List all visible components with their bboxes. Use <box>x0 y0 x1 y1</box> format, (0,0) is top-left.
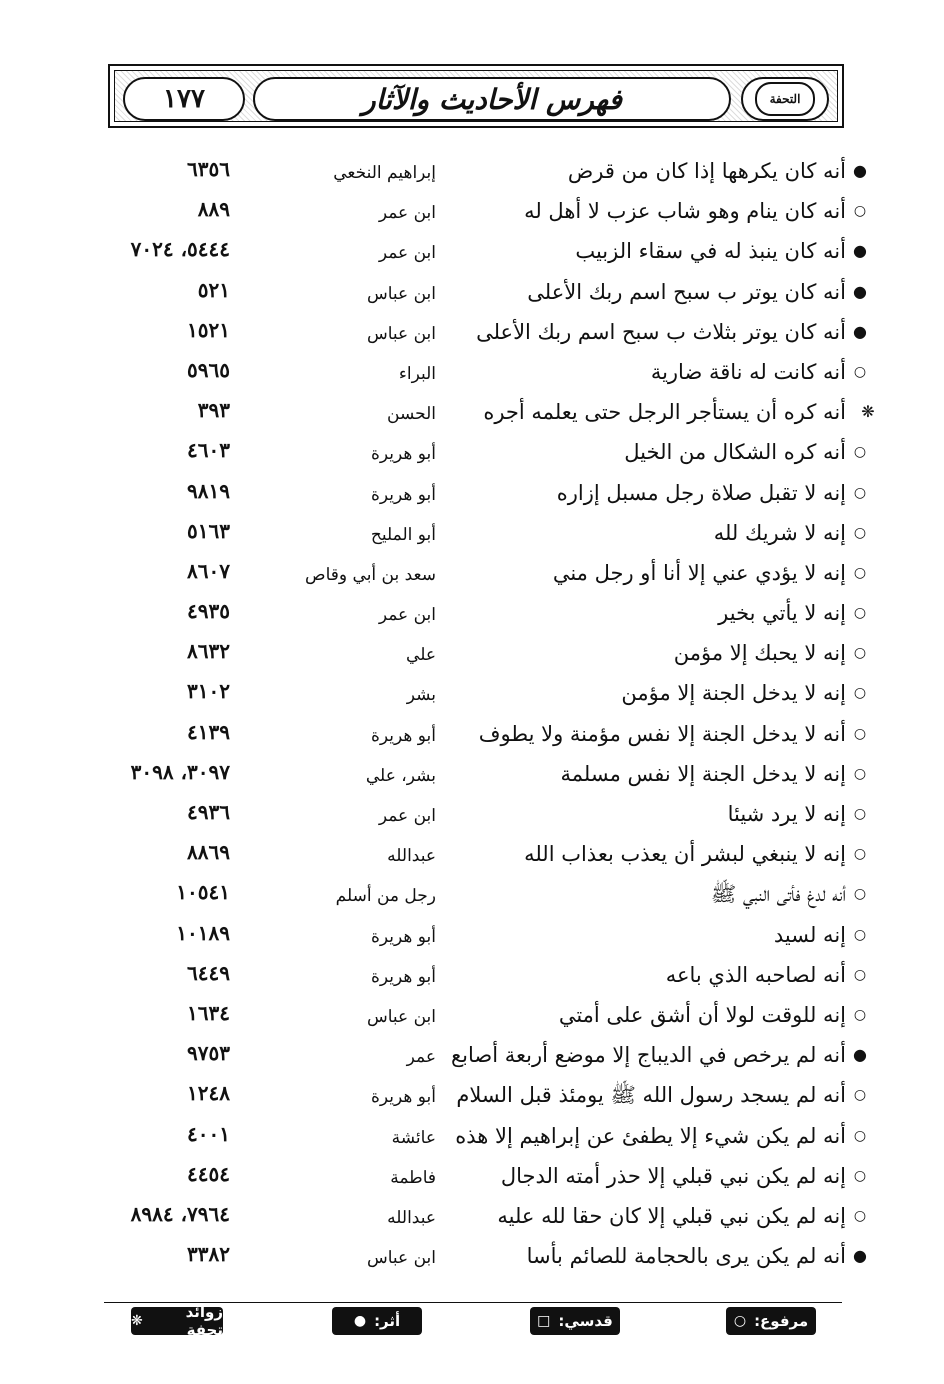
hadith-incipit: أنه كانت له ناقة ضارية <box>650 359 846 384</box>
hadith-numbers: ٨٨٦٩ <box>187 840 230 865</box>
page-number-cartouche <box>123 77 245 121</box>
hollow-circle-icon: ○ <box>853 806 867 822</box>
hadith-incipit: أنه لم يرخص في الديباج إلا موضع أربعة أصابع <box>450 1043 846 1068</box>
index-entry <box>100 353 870 393</box>
narrator-name: أبو هريرة <box>370 1087 436 1108</box>
logo-text: التحفة <box>769 92 801 106</box>
legend-athar <box>332 1307 422 1335</box>
hadith-incipit: إنه لا يدخل الجنة إلا نفس مسلمة <box>560 761 846 786</box>
index-entry <box>100 835 870 875</box>
hadith-incipit: أنه لدغ فأتى النبي ﷺ <box>710 882 846 907</box>
narrator-name: رجل من أسلم <box>335 886 436 907</box>
hadith-numbers: ٤١٣٩ <box>187 719 230 744</box>
index-entry <box>100 313 870 353</box>
index-entry <box>100 1117 870 1157</box>
index-entry <box>100 474 870 514</box>
index-entry <box>100 755 870 795</box>
narrator-name: ابن عباس <box>366 1248 436 1269</box>
hadith-numbers: ٩٧٥٣ <box>187 1041 230 1066</box>
hadith-numbers: ٥٢١ <box>197 277 230 302</box>
hollow-circle-icon: ○ <box>853 926 867 943</box>
narrator-name: أبو هريرة <box>370 484 436 505</box>
legend-zawaid <box>131 1303 223 1339</box>
hadith-numbers: ٨٦٠٧ <box>187 558 230 583</box>
hadith-numbers: ٣٣٨٢ <box>187 1242 230 1267</box>
hadith-numbers: ٥٩٦٥ <box>187 357 230 382</box>
hollow-square-icon: □ <box>537 1313 551 1329</box>
hollow-circle-icon: ○ <box>853 484 867 501</box>
hadith-numbers: ٤٠٠١ <box>187 1121 230 1146</box>
hollow-circle-icon: ○ <box>853 524 867 541</box>
hadith-incipit: أنه لم يسجد رسول الله ﷺ يومئذ قبل السلام <box>456 1083 846 1108</box>
index-entry <box>100 594 870 634</box>
narrator-name: ابن عمر <box>378 806 436 826</box>
hollow-circle-icon: ○ <box>853 1006 867 1023</box>
hadith-numbers: ١٥٢١ <box>187 317 230 342</box>
hadith-incipit: أنه كره الشكال من الخيل <box>624 440 846 465</box>
narrator-name: ابن عباس <box>366 283 436 304</box>
hollow-circle-icon: ○ <box>853 886 867 903</box>
hollow-circle-icon: ○ <box>853 1127 867 1144</box>
header-ornament-band <box>114 70 838 122</box>
hadith-numbers: ١٦٣٤ <box>187 1000 230 1025</box>
hollow-circle-icon: ○ <box>853 685 867 702</box>
hollow-circle-icon: ○ <box>853 645 867 662</box>
legend-marfu-label: مرفوع: <box>754 1312 809 1330</box>
hadith-incipit: إنه لا يأتي بخير <box>718 601 846 626</box>
index-entry <box>100 1157 870 1197</box>
legend-athar-label: أثر: <box>374 1312 401 1330</box>
asterisk-flower-icon: ❋ <box>131 1313 143 1329</box>
filled-circle-icon: ● <box>853 1246 867 1266</box>
index-entry <box>100 875 870 915</box>
hadith-incipit: إنه لا شريك لله <box>713 520 846 545</box>
hadith-incipit: أنه لم يكن شيء إلا يطفئ عن إبراهيم إلا هذه <box>455 1123 846 1148</box>
hadith-numbers: ١٠٥٤١ <box>176 880 230 905</box>
hadith-numbers: ٤٩٣٥ <box>187 599 230 624</box>
index-entry <box>100 715 870 755</box>
hadith-numbers: ٩٨١٩ <box>187 478 230 503</box>
index-entry <box>100 1197 870 1237</box>
index-entry <box>100 795 870 835</box>
narrator-name: أبو هريرة <box>370 444 436 465</box>
narrator-name: عائشة <box>391 1127 436 1148</box>
hadith-incipit: أنه كان ينبذ له في سقاء الزبيب <box>575 239 846 264</box>
narrator-name: البراء <box>398 363 436 384</box>
hollow-circle-icon: ○ <box>853 444 867 461</box>
narrator-name: أبو المليح <box>370 524 436 545</box>
narrator-name: ابن عباس <box>366 1006 436 1027</box>
narrator-name: الحسن <box>387 404 436 425</box>
hollow-circle-icon: ○ <box>853 966 867 983</box>
narrator-name: ابن عمر <box>378 605 436 626</box>
hollow-circle-icon: ○ <box>853 1207 867 1224</box>
filled-circle-icon: ● <box>853 1045 867 1065</box>
narrator-name: علي <box>406 645 436 666</box>
hadith-numbers: ٦٤٤٩ <box>187 960 230 985</box>
legend-zawaid-label: زوائد تحفة <box>185 1303 223 1339</box>
hadith-numbers: ٣٠٩٧، ٣٠٩٨ <box>130 759 230 784</box>
hadith-incipit: أنه كره أن يستأجر الرجل حتى يعلمه أجره <box>483 400 846 425</box>
hadith-numbers: ٤٦٠٣ <box>187 438 230 463</box>
hadith-incipit: إنه لسيد <box>773 922 846 947</box>
hadith-numbers: ٣٩٣ <box>197 398 230 423</box>
legend-qudsi <box>530 1307 620 1335</box>
hadith-incipit: إنه للوقت لولا أن أشق على أمتي <box>558 1002 846 1027</box>
hadith-incipit: أنه لا يدخل الجنة إلا نفس مؤمنة ولا يطوف <box>478 721 846 746</box>
filled-circle-icon: ● <box>353 1313 367 1329</box>
narrator-name: فاطمة <box>390 1167 436 1188</box>
narrator-name: ابن عمر <box>378 203 436 224</box>
narrator-name: سعد بن أبي وقاص <box>305 564 436 585</box>
hadith-incipit: أنه كان يوتر ب سبح اسم ربك الأعلى <box>527 279 846 304</box>
hollow-circle-icon: ○ <box>853 564 867 581</box>
hollow-circle-icon: ○ <box>853 203 867 220</box>
page-title: فهرس الأحاديث والآثار <box>362 82 622 116</box>
hadith-incipit: أنه كان يكرهها إذا كان من قرض <box>567 159 846 183</box>
filled-circle-icon: ● <box>853 241 867 261</box>
narrator-name: أبو هريرة <box>370 966 436 987</box>
narrator-name: ابن عمر <box>378 243 436 264</box>
hadith-incipit: إنه لم يكن نبي قبلي إلا حذر أمته الدجال <box>500 1163 846 1188</box>
index-entry <box>100 1076 870 1116</box>
hadith-incipit: إنه لا يحبك إلا مؤمن <box>673 641 846 666</box>
legend-qudsi-label: قدسي: <box>558 1312 613 1330</box>
hadith-incipit: إنه لا يرد شيئا <box>727 802 846 826</box>
legend-marfu <box>726 1307 816 1335</box>
index-entry <box>100 192 870 232</box>
index-entry <box>100 273 870 313</box>
index-entry <box>100 916 870 956</box>
hadith-numbers: ٣١٠٢ <box>187 679 230 704</box>
hadith-numbers: ٤٩٣٦ <box>187 800 230 824</box>
hollow-circle-icon: ○ <box>853 605 867 622</box>
hollow-circle-icon: ○ <box>853 1087 867 1104</box>
hollow-circle-icon: ○ <box>853 1167 867 1184</box>
index-entry <box>100 554 870 594</box>
index-entry <box>100 232 870 272</box>
hadith-index-list <box>100 152 875 1277</box>
page-number: ١٧٧ <box>163 84 205 114</box>
narrator-name: عبدالله <box>387 1207 436 1228</box>
index-entry <box>100 393 875 433</box>
ornament-seal-icon <box>755 82 815 116</box>
narrator-name: عبدالله <box>387 846 436 867</box>
index-entry <box>100 956 870 996</box>
hadith-numbers: ٨٨٩ <box>197 197 230 222</box>
index-entry <box>100 1237 870 1277</box>
filled-circle-icon: ● <box>853 161 867 180</box>
hadith-numbers: ٧٩٦٤، ٨٩٨٤ <box>130 1201 230 1226</box>
hollow-circle-icon: ○ <box>853 725 867 742</box>
hadith-incipit: أنه لم يكن يرى بالحجامة للصائم بأسا <box>526 1244 846 1269</box>
hadith-numbers: ٥٤٤٤، ٧٠٢٤ <box>130 237 230 262</box>
hollow-circle-icon: ○ <box>853 765 867 782</box>
index-entry <box>100 996 870 1036</box>
narrator-name: ابن عباس <box>366 323 436 344</box>
hadith-numbers: ٨٦٣٢ <box>187 639 230 664</box>
filled-circle-icon: ● <box>853 281 867 301</box>
index-entry <box>100 674 870 714</box>
index-entry <box>100 1036 870 1076</box>
hadith-incipit: أنه كان ينام وهو شاب عزب لا أهل له <box>524 199 846 224</box>
hadith-numbers: ١٠١٨٩ <box>176 920 230 945</box>
hadith-incipit: إنه لا يؤدي عني إلا أنا أو رجل مني <box>552 560 846 585</box>
index-entry <box>100 634 870 674</box>
index-entry <box>100 152 870 192</box>
hadith-incipit: إنه لا تقبل صلاة رجل مسبل إزاره <box>556 480 846 505</box>
hadith-incipit: إنه لم يكن نبي قبلي إلا كان حقا لله عليه <box>497 1203 846 1228</box>
index-entry <box>100 514 870 554</box>
hollow-circle-icon: ○ <box>733 1313 747 1329</box>
hadith-numbers: ٥١٦٣ <box>187 518 230 543</box>
narrator-name: أبو هريرة <box>370 725 436 746</box>
narrator-name: عمر <box>406 1047 436 1068</box>
hollow-circle-icon: ○ <box>853 846 867 863</box>
hadith-numbers: ١٢٤٨ <box>187 1081 230 1106</box>
hadith-numbers: ٤٤٥٤ <box>187 1161 230 1186</box>
narrator-name: بشر <box>406 685 436 706</box>
hollow-circle-icon: ○ <box>853 363 867 380</box>
logo-cartouche <box>741 77 829 121</box>
narrator-name: أبو هريرة <box>370 926 436 947</box>
narrator-name: بشر، علي <box>365 765 436 786</box>
hadith-numbers: ٦٣٥٦ <box>187 157 230 181</box>
filled-circle-icon: ● <box>853 321 867 341</box>
hadith-incipit: إنه لا يدخل الجنة إلا مؤمن <box>621 681 846 706</box>
narrator-name: إبراهيم النخعي <box>333 163 436 183</box>
hadith-incipit: أنه لصاحبه الذي باعه <box>665 962 846 987</box>
asterisk-flower-icon: ❋ <box>861 402 875 422</box>
hadith-incipit: إنه لا ينبغي لبشر أن يعذب بعذاب الله <box>524 842 846 867</box>
title-cartouche <box>253 77 731 121</box>
page-header <box>108 64 844 128</box>
hadith-incipit: أنه كان يوتر بثلاث ب سبح اسم ربك الأعلى <box>476 319 846 344</box>
index-entry <box>100 433 870 473</box>
